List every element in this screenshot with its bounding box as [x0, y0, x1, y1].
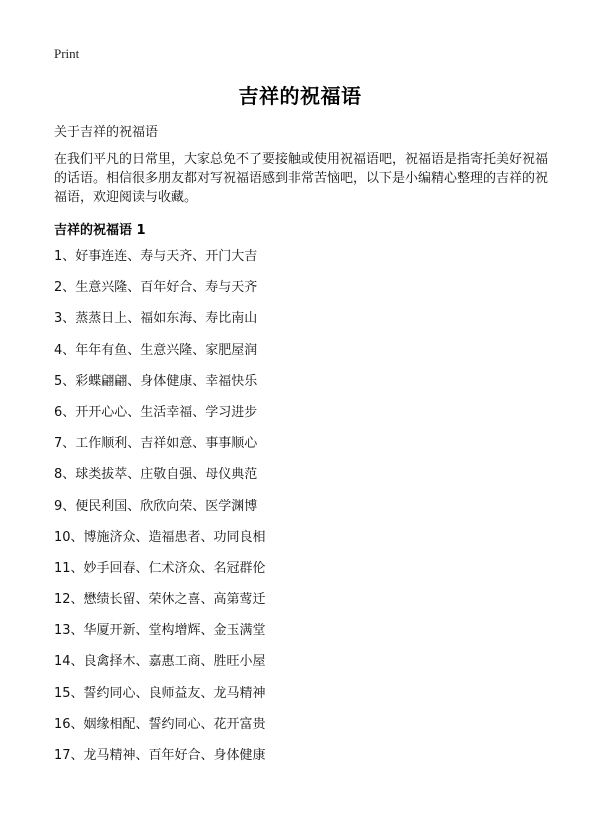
list-item: 9、便民利国、欣欣向荣、医学渊博: [54, 498, 258, 514]
about-line: 关于吉祥的祝福语: [54, 125, 159, 140]
list-item: 15、誓约同心、良师益友、龙马精神: [54, 685, 266, 701]
list-item: 14、良禽择木、嘉惠工商、胜旺小屋: [54, 654, 266, 670]
list-item: 1、好事连连、寿与天齐、开门大吉: [54, 249, 258, 264]
list-item: 12、懋绩长留、荣休之喜、高第莺迁: [54, 592, 266, 608]
list-item: 17、龙马精神、百年好合、身体健康: [54, 748, 266, 763]
list-item: 7、工作顺利、吉祥如意、事事顺心: [54, 436, 258, 452]
list-item: 16、姻缘相配、誓约同心、花开富贵: [54, 716, 266, 732]
list-item: 11、妙手回春、仁术济众、名冠群伦: [54, 560, 266, 576]
list-item: 5、彩蝶翩翩、身体健康、幸福快乐: [54, 373, 258, 389]
phrase-list: [54, 247, 266, 777]
list-item: 8、球类拔萃、庄敬自强、母仪典范: [54, 467, 258, 483]
list-item: 2、生意兴隆、百年好合、寿与天齐: [54, 280, 258, 296]
intro-paragraph: 在我们平凡的日常里，大家总免不了要接触或使用祝福语吧，祝福语是指寄托美好祝福的话语。相信很多朋友都对写祝福语感到非常苦恼吧，以下是小编精心整理的吉祥的祝福语，欢迎阅读与收藏。: [54, 152, 549, 205]
print-label: Print: [54, 46, 80, 61]
section-heading: 吉祥的祝福语 1: [54, 223, 146, 238]
page-title: 吉祥的祝福语: [238, 84, 362, 108]
list-item: 6、开开心心、生活幸福、学习进步: [54, 404, 258, 420]
list-item: 3、蒸蒸日上、福如东海、寿比南山: [54, 311, 258, 327]
list-item: 13、华厦开新、堂构增辉、金玉满堂: [54, 623, 266, 639]
list-item: 10、博施济众、造福患者、功同良相: [54, 529, 266, 545]
list-item: 4、年年有鱼、生意兴隆、家肥屋润: [54, 342, 258, 358]
